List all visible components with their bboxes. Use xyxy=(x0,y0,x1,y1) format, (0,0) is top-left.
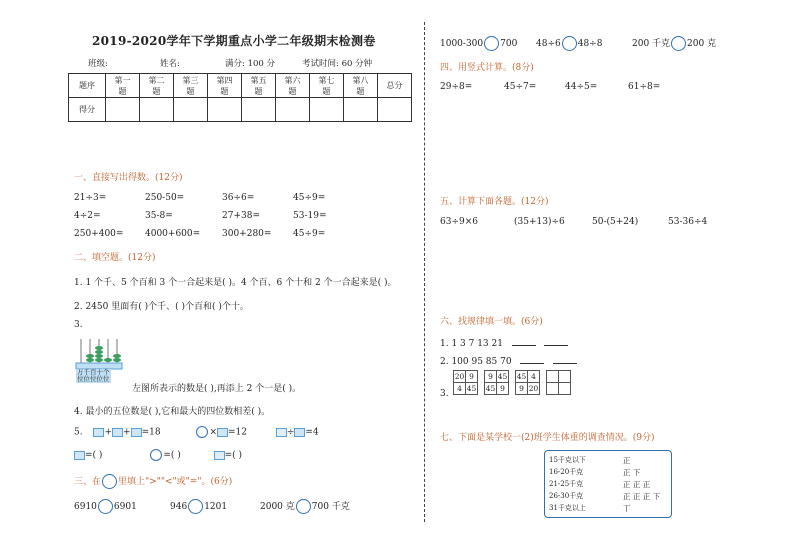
fill-question-5-row1: 5. + + =18 × =12 ÷ =4 xyxy=(74,427,319,438)
grid-cell: 9 xyxy=(466,371,478,383)
section-4-title: 四、用竖式计算。(8分) xyxy=(440,63,534,73)
fill-question-5-row2: =( ) =( ) =( ) xyxy=(74,449,242,461)
tally-range: 31千克以上 xyxy=(549,504,586,512)
tally-range: 16-20千克 xyxy=(549,468,584,476)
calc-problem: 63÷9×6 xyxy=(440,217,478,227)
score-col-3: 第三 题 xyxy=(174,74,208,98)
answer-cell[interactable] xyxy=(559,383,571,395)
grid-cell: 45 xyxy=(497,372,508,381)
compare-6: 200 千克 200 克 xyxy=(632,36,716,51)
pattern-grid xyxy=(515,370,540,395)
abacus-labels: 万千百十个 位位位位位 xyxy=(77,368,110,383)
problem: 45÷9= xyxy=(293,229,326,239)
compare-3: 2000 克 700 千克 xyxy=(260,499,350,514)
score-cell[interactable] xyxy=(310,98,344,122)
score-cell[interactable] xyxy=(344,98,378,122)
score-col-5: 第五 题 xyxy=(242,74,276,98)
score-cell[interactable] xyxy=(276,98,310,122)
calc-problem: (35+13)÷6 xyxy=(514,217,565,227)
compare-circle[interactable] xyxy=(98,499,113,514)
square-icon xyxy=(93,428,104,437)
section-1-title: 一、直接写出得数。(12分) xyxy=(74,173,183,183)
problem: 21÷3= xyxy=(74,193,107,203)
section-5-title: 五、计算下面各题。(12分) xyxy=(440,197,549,207)
grid-cell: 45 xyxy=(485,384,496,393)
score-col-2: 第二 题 xyxy=(140,74,174,98)
problem: 35-8= xyxy=(145,211,173,221)
answer-blank[interactable] xyxy=(512,337,536,346)
grid-cell: 9 xyxy=(497,383,509,395)
answer-cell[interactable] xyxy=(547,383,559,395)
pattern-question-3-number: 3. xyxy=(440,389,449,399)
score-cell[interactable] xyxy=(242,98,276,122)
full-score-label: 满分: 100 分 xyxy=(225,59,275,69)
answer-blank[interactable] xyxy=(553,355,577,364)
grid-cell: 20 xyxy=(454,372,465,381)
square-icon xyxy=(294,428,305,437)
answer-blank[interactable] xyxy=(520,355,544,364)
square-icon xyxy=(217,428,228,437)
fill-question-3-number: 3. xyxy=(74,320,83,330)
problem: 45÷9= xyxy=(293,193,326,203)
tally-mark: 正 xyxy=(623,456,631,465)
score-col-7: 第七 题 xyxy=(310,74,344,98)
vertical-calc: 61÷8= xyxy=(628,82,661,92)
grid-cell: 45 xyxy=(466,384,477,393)
section-6-title: 六、找规律填一填。(6分) xyxy=(440,317,543,327)
tally-mark: 丅 xyxy=(623,504,631,513)
compare-4: 1000-300 700 xyxy=(440,36,517,51)
calc-problem: 50-(5+24) xyxy=(592,217,639,227)
fill-question-2: 2. 2450 里面有( )个千、( )个百和( )个十。 xyxy=(74,302,249,312)
problem: 4÷2= xyxy=(74,211,101,221)
pattern-question-2: 2. 100 95 85 70 xyxy=(440,355,577,367)
problem: 300+280= xyxy=(222,229,272,239)
grid-cell: 4 xyxy=(528,371,540,383)
score-cell[interactable] xyxy=(106,98,140,122)
score-col-8: 第八 题 xyxy=(344,74,378,98)
square-icon xyxy=(131,428,142,437)
triangle-icon xyxy=(276,428,287,437)
section-7-title: 七、下面是某学校一(2)班学生体重的调查情况。(9分) xyxy=(440,433,655,443)
problem: 250-50= xyxy=(145,193,185,203)
tally-mark: 正 正 正 xyxy=(623,480,651,489)
compare-1: 6910 6901 xyxy=(74,499,137,514)
pattern-answer-grid xyxy=(546,370,571,395)
pattern-question-1: 1. 1 3 7 13 21 xyxy=(440,337,568,349)
weight-tally-table xyxy=(544,450,672,518)
class-label: 班级: xyxy=(88,59,108,69)
answer-blank[interactable] xyxy=(544,337,568,346)
problem: 53-19= xyxy=(293,211,327,221)
section-3-title: 三、在 里填上">""<"或"="。(6分) xyxy=(74,474,232,489)
vertical-calc: 29÷8= xyxy=(440,82,473,92)
compare-5: 48÷6 48÷8 xyxy=(536,36,602,51)
score-col-4: 第四 题 xyxy=(208,74,242,98)
score-table xyxy=(68,73,412,122)
vertical-calc: 45÷7= xyxy=(504,82,537,92)
score-col-total: 总分 xyxy=(378,74,412,98)
tally-range: 21-25千克 xyxy=(549,480,584,488)
compare-circle[interactable] xyxy=(671,36,686,51)
problem: 4000+600= xyxy=(145,229,201,239)
compare-2: 946 1201 xyxy=(170,499,227,514)
page-title: 2019-2020学年下学期重点小学二年级期末检测卷 xyxy=(92,34,376,48)
grid-cell: 4 xyxy=(454,383,466,395)
row-head-score: 得分 xyxy=(69,98,106,122)
fill-question-1: 1. 1 个千、5 个百和 3 个一合起来是( )。4 个百、6 个十和 2 个一合起来是( )。 xyxy=(74,278,397,288)
circle-icon xyxy=(196,426,208,438)
column-divider xyxy=(424,22,425,522)
score-cell[interactable] xyxy=(208,98,242,122)
fill-question-4: 4. 最小的五位数是( ),它和最大的四位数相差( )。 xyxy=(74,407,271,417)
pattern-grid xyxy=(453,370,478,395)
score-cell[interactable] xyxy=(140,98,174,122)
answer-cell[interactable] xyxy=(559,371,571,383)
problem: 250+400= xyxy=(74,229,124,239)
compare-circle[interactable] xyxy=(296,499,311,514)
square-icon xyxy=(112,428,123,437)
section-2-title: 二、填空题。(12分) xyxy=(74,253,156,263)
tally-range: 26-30千克 xyxy=(549,492,584,500)
compare-circle[interactable] xyxy=(484,36,499,51)
answer-cell[interactable] xyxy=(547,371,559,383)
problem: 36÷6= xyxy=(222,193,255,203)
score-col-6: 第六 题 xyxy=(276,74,310,98)
grid-cell: 9 xyxy=(485,371,497,383)
grid-cell: 45 xyxy=(516,372,527,381)
name-label: 姓名: xyxy=(160,59,180,69)
fill-question-3-text: 左图所表示的数是( ),再添上 2 个一是( )。 xyxy=(132,384,302,394)
problem: 27+38= xyxy=(222,211,260,221)
compare-circle[interactable] xyxy=(188,499,203,514)
circle-icon xyxy=(102,474,117,489)
score-col-1: 第一 题 xyxy=(106,74,140,98)
tally-range: 15千克以下 xyxy=(549,456,586,464)
tally-mark: 正 下 xyxy=(623,468,641,477)
exam-time-label: 考试时间: 60 分钟 xyxy=(302,59,373,69)
pattern-grid xyxy=(484,370,509,395)
vertical-calc: 44÷5= xyxy=(565,82,598,92)
score-cell[interactable] xyxy=(174,98,208,122)
compare-circle[interactable] xyxy=(562,36,577,51)
circle-icon xyxy=(150,449,162,461)
square-icon xyxy=(74,451,85,460)
row-head-order: 题序 xyxy=(69,74,106,98)
score-cell[interactable] xyxy=(378,98,412,122)
tally-mark: 正 正 正 下 xyxy=(623,492,661,501)
calc-problem: 53-36÷4 xyxy=(668,217,708,227)
triangle-icon xyxy=(214,451,225,460)
grid-cell: 9 xyxy=(516,383,528,395)
grid-cell: 20 xyxy=(528,384,539,393)
